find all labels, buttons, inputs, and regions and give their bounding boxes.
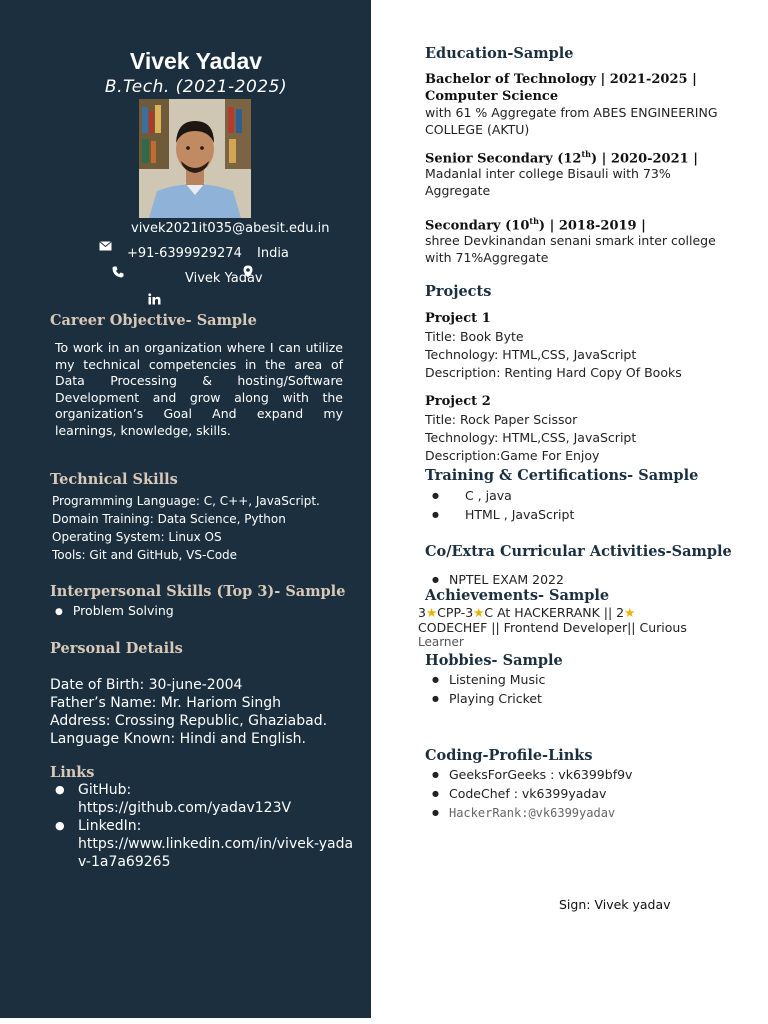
achievements-text: 3★CPP-3★C At HACKERRANK || 2★ CODECHEF || Frontend Developer|| Curious Learner xyxy=(418,605,687,649)
links-list xyxy=(55,781,355,871)
github-link[interactable]: https://github.com/yadav123V xyxy=(78,800,292,816)
candidate-name: Vivek Yadav xyxy=(129,48,263,74)
btech-title: Bachelor of Technology | 2021-2025 | Computer Science xyxy=(425,72,697,104)
list-item: ● Listening Music xyxy=(432,670,545,689)
list-item: Language Known: Hindi and English. xyxy=(50,731,306,747)
project-1-name: Project 1 xyxy=(425,311,491,326)
project-2-details: Title: Rock Paper Scissor Technology: HTML,CSS, JavaScript Description:Game For Enjoy xyxy=(425,412,637,463)
linkedin-icon[interactable] xyxy=(148,293,161,305)
career-objective-heading: Career Objective- Sample xyxy=(50,312,257,329)
personal-details-heading: Personal Details xyxy=(50,640,183,657)
career-objective-text: To work in an organization where I can utilize my technical competencies in the area of Data Processing & hosting/Software Development and grow along with the organization’s Goal And expand my learnings, knowledge, skills. xyxy=(55,340,343,438)
phone-text: +91-6399929274 xyxy=(127,246,242,261)
geeksforgeeks-link[interactable]: GeeksForGeeks : vk6399bf9v xyxy=(448,767,633,782)
linkedin-name-text[interactable]: Vivek Yadav xyxy=(185,271,263,286)
achievements-heading: Achievements- Sample xyxy=(425,587,610,604)
interpersonal-skills-heading: Interpersonal Skills (Top 3)- Sample xyxy=(50,583,346,600)
location-text: India xyxy=(257,246,289,261)
coding-profiles-list xyxy=(432,765,632,823)
github-label: GitHub: xyxy=(78,782,132,798)
technical-skills-heading: Technical Skills xyxy=(50,471,178,488)
hackerrank-link[interactable]: HackerRank:@vk6399yadav xyxy=(448,806,616,820)
list-item: ● NPTEL EXAM 2022 xyxy=(432,570,564,589)
technical-skills-list xyxy=(52,492,320,564)
interpersonal-skills-list xyxy=(55,603,174,618)
sidebar xyxy=(0,0,371,1018)
hobbies-heading: Hobbies- Sample xyxy=(425,652,563,669)
star-icon: ★ xyxy=(624,605,636,620)
list-item: ● C , java xyxy=(432,486,574,505)
hobbies-list xyxy=(432,670,545,708)
linkedin-link[interactable]: https://www.linkedin.com/in/vivek-yadav-1a7a69265 xyxy=(78,836,354,870)
list-item: Date of Birth: 30-june-2004 xyxy=(50,677,243,693)
secondary-title: Secondary (10th) | 2018-2019 | xyxy=(425,216,646,234)
star-icon: ★ xyxy=(425,605,438,620)
list-item[interactable] xyxy=(432,765,632,784)
list-item: ● HTML , JavaScript xyxy=(432,505,574,524)
list-item: Father’s Name: Mr. Hariom Singh xyxy=(50,695,282,711)
list-item[interactable] xyxy=(432,784,632,803)
coding-profiles-heading: Coding-Profile-Links xyxy=(425,747,593,764)
list-item xyxy=(55,817,355,871)
training-heading: Training & Certifications- Sample xyxy=(425,467,699,484)
signature-text: Sign: Vivek yadav xyxy=(559,897,671,912)
list-item: ● Problem Solving xyxy=(55,603,174,618)
list-item[interactable] xyxy=(432,803,632,823)
phone-icon xyxy=(112,266,124,278)
senior-secondary-detail: Madanlal inter college Bisauli with 73% Aggregate xyxy=(425,166,671,198)
list-item: ● Playing Cricket xyxy=(432,689,545,708)
personal-details-list xyxy=(50,676,327,748)
education-heading: Education-Sample xyxy=(425,45,574,62)
degree-line: B.Tech. (2021-2025) xyxy=(104,77,288,97)
mail-icon xyxy=(99,241,112,251)
project-1-details: Title: Book Byte Technology: HTML,CSS, JavaScript Description: Renting Hard Copy Of Books xyxy=(425,329,682,380)
list-item xyxy=(55,781,355,817)
senior-secondary-title: Senior Secondary (12th) | 2020-2021 | xyxy=(425,149,698,167)
linkedin-label: LinkedIn: xyxy=(78,818,142,834)
star-icon: ★ xyxy=(473,605,485,620)
list-item: Operating System: Linux OS xyxy=(52,530,222,544)
training-list xyxy=(432,486,574,524)
links-heading: Links xyxy=(50,764,95,781)
list-item: Address: Crossing Republic, Ghaziabad. xyxy=(50,713,328,729)
list-item: Tools: Git and GitHub, VS-Code xyxy=(52,548,238,562)
profile-photo xyxy=(139,99,251,218)
project-2-name: Project 2 xyxy=(425,394,491,409)
btech-detail: with 61 % Aggregate from ABES ENGINEERING COLLEGE (AKTU) xyxy=(425,105,718,137)
extra-curricular-heading: Co/Extra Curricular Activities-Sample xyxy=(425,543,732,560)
email-text[interactable]: vivek2021it035@abesit.edu.in xyxy=(131,221,330,236)
list-item: Programming Language: C, C++, JavaScript. xyxy=(52,494,320,508)
codechef-link[interactable]: CodeChef : vk6399yadav xyxy=(448,786,607,801)
projects-heading: Projects xyxy=(425,283,492,300)
list-item: Domain Training: Data Science, Python xyxy=(52,512,286,526)
secondary-detail: shree Devkinandan senani smark inter college with 71%Aggregate xyxy=(425,233,716,265)
